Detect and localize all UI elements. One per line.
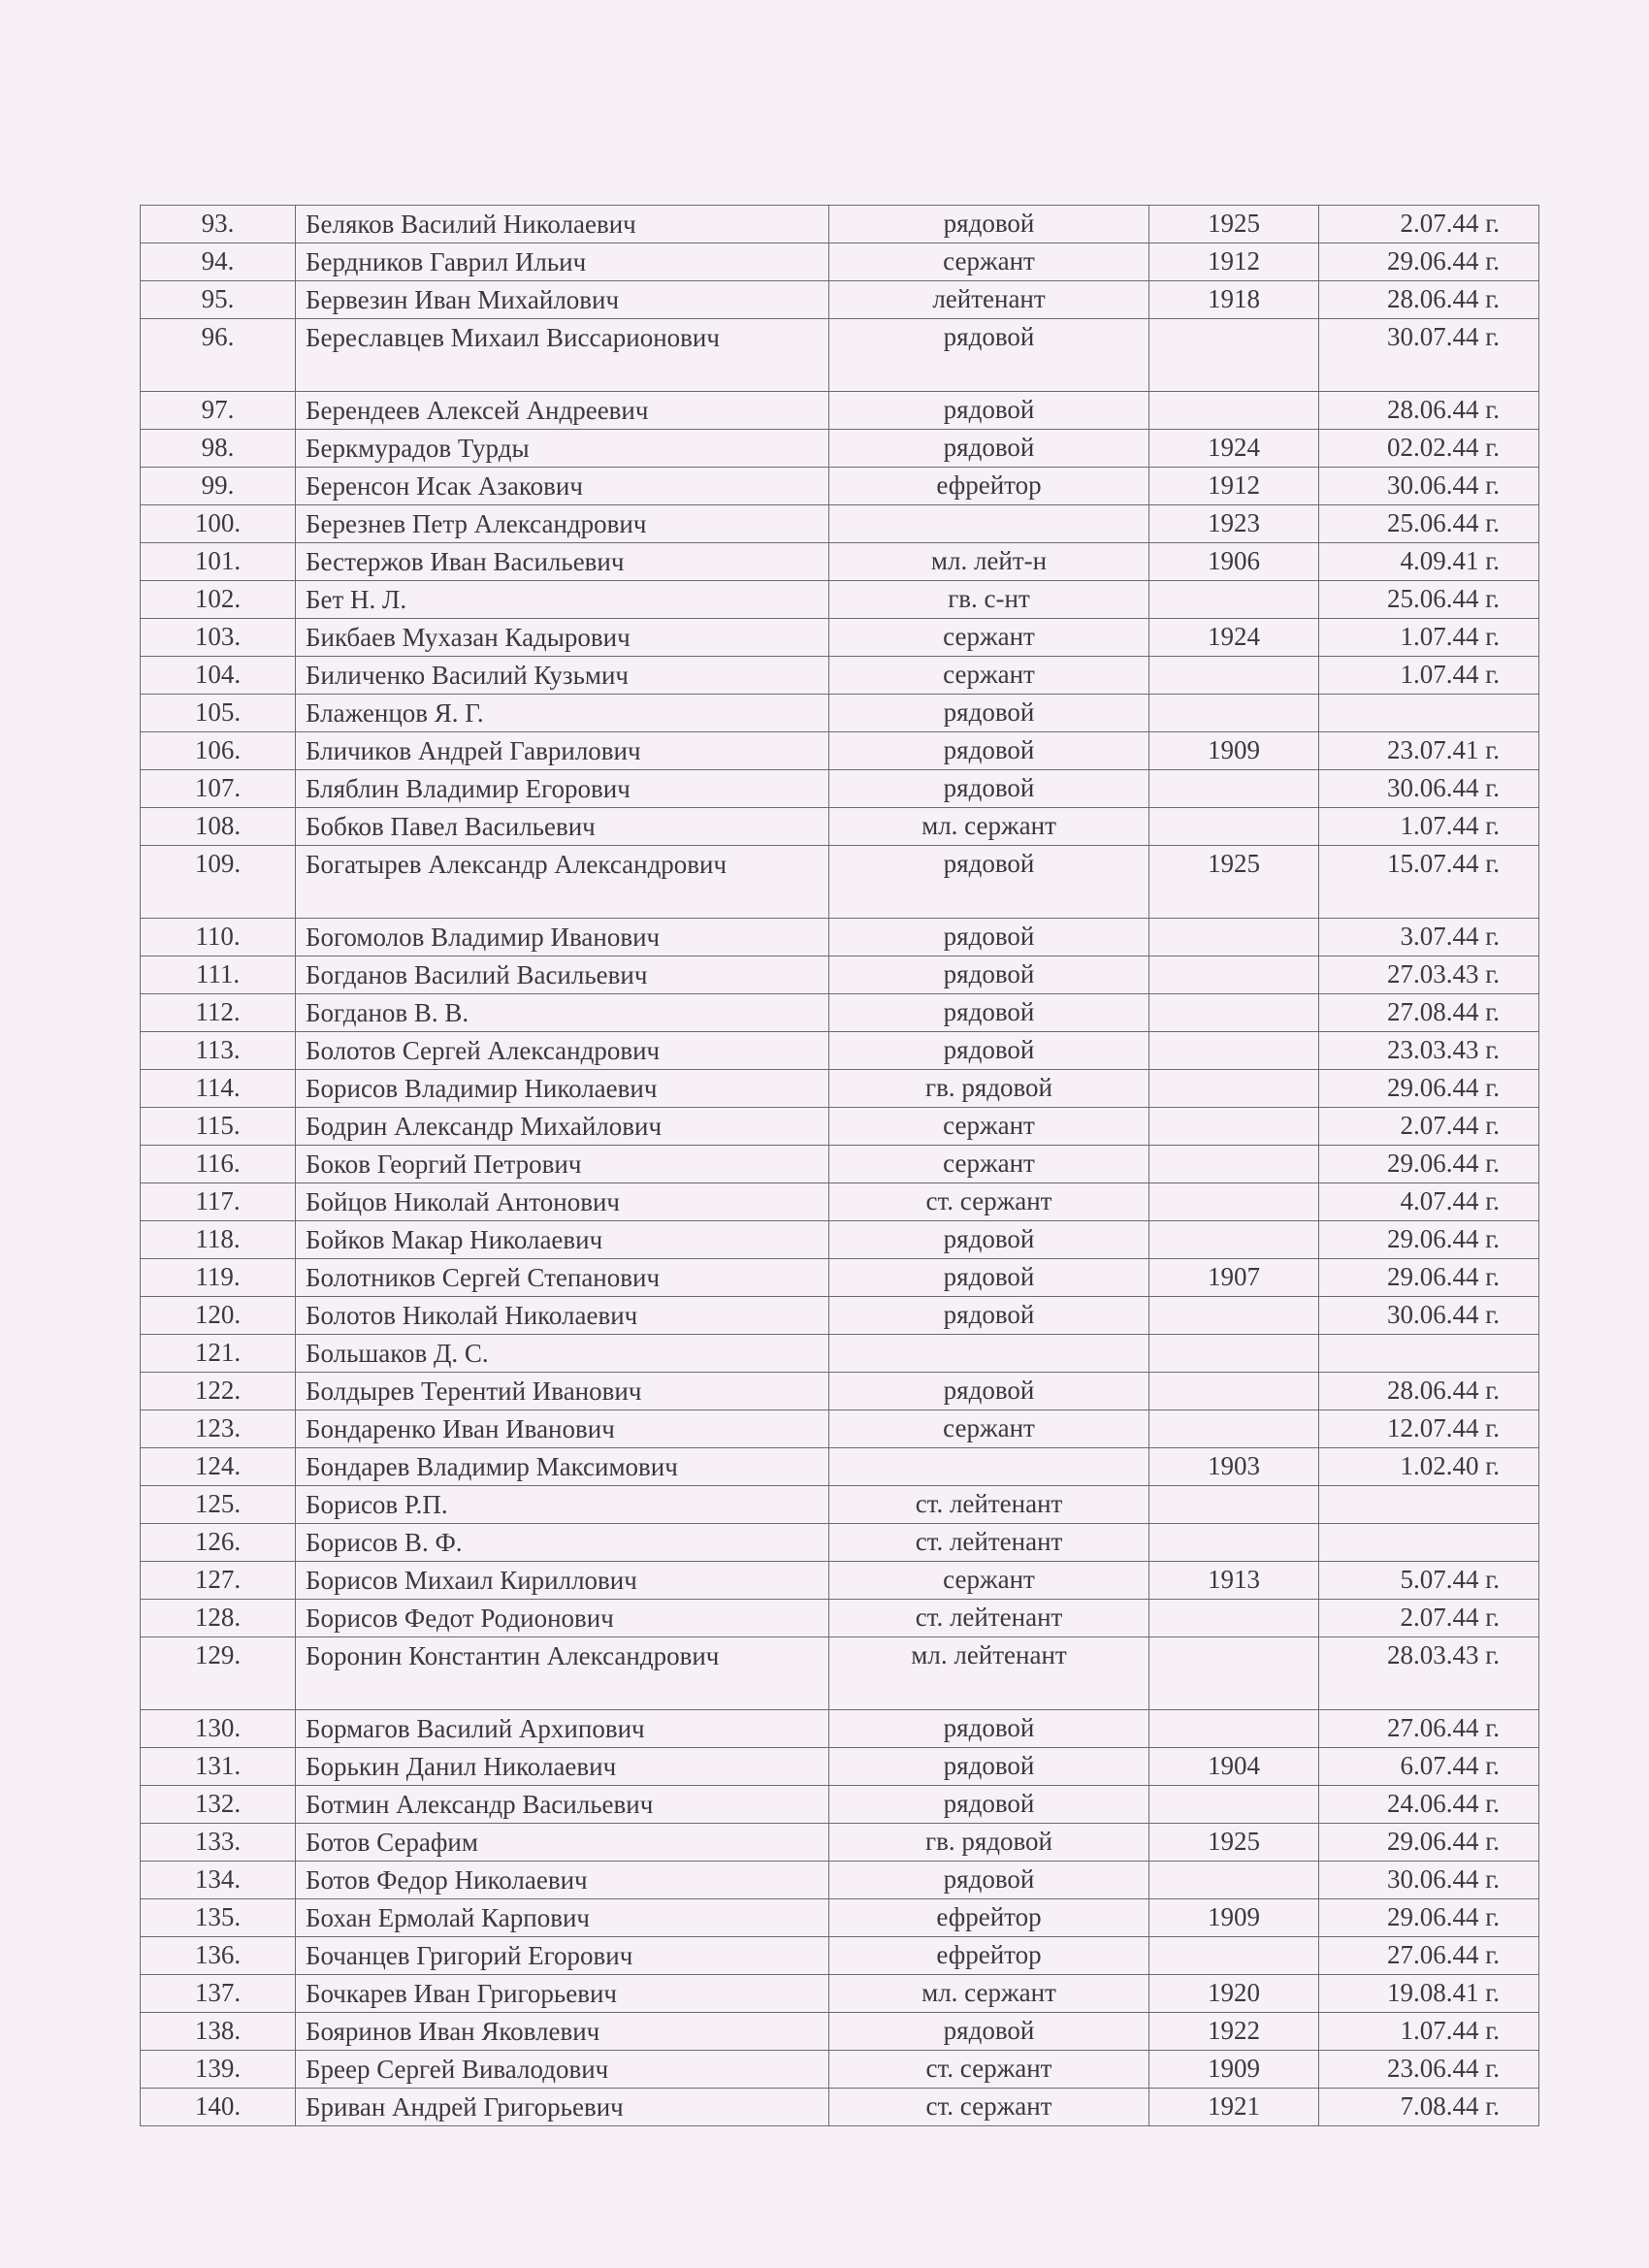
table-row: [141, 1748, 1539, 1786]
military-rank-cell: гв. рядовой: [829, 1070, 1149, 1108]
row-number-cell: 136.: [141, 1937, 296, 1975]
full-name-cell: Бреер Сергей Вивалодович: [296, 2051, 829, 2089]
table-row: [141, 243, 1539, 281]
roster-table: [140, 205, 1539, 2126]
row-number-cell: 126.: [141, 1524, 296, 1562]
table-row: [141, 319, 1539, 392]
birth-year-cell: [1149, 392, 1319, 430]
row-number-cell: 98.: [141, 430, 296, 468]
date-cell: 1.07.44 г.: [1319, 619, 1539, 657]
military-rank-cell: рядовой: [829, 2013, 1149, 2051]
birth-year-cell: [1149, 1937, 1319, 1975]
table-row: [141, 505, 1539, 543]
row-number-cell: 111.: [141, 956, 296, 994]
table-row: [141, 1562, 1539, 1600]
full-name-cell: Борисов Владимир Николаевич: [296, 1070, 829, 1108]
birth-year-cell: 1907: [1149, 1259, 1319, 1297]
birth-year-cell: 1924: [1149, 430, 1319, 468]
table-row: [141, 1297, 1539, 1335]
birth-year-cell: [1149, 1486, 1319, 1524]
row-number-cell: 130.: [141, 1710, 296, 1748]
military-rank-cell: ст. сержант: [829, 1183, 1149, 1221]
table-row: [141, 1448, 1539, 1486]
military-rank-cell: рядовой: [829, 994, 1149, 1032]
birth-year-cell: [1149, 919, 1319, 956]
military-rank-cell: мл. лейт-н: [829, 543, 1149, 581]
full-name-cell: Бобков Павел Васильевич: [296, 808, 829, 846]
date-cell: [1319, 1486, 1539, 1524]
birth-year-cell: 1909: [1149, 2051, 1319, 2089]
full-name-cell: Бондаренко Иван Иванович: [296, 1410, 829, 1448]
date-cell: 1.07.44 г.: [1319, 657, 1539, 695]
table-row: [141, 619, 1539, 657]
full-name-cell: Бочкарев Иван Григорьевич: [296, 1975, 829, 2013]
full-name-cell: Болотов Николай Николаевич: [296, 1297, 829, 1335]
row-number-cell: 138.: [141, 2013, 296, 2051]
full-name-cell: Бердников Гаврил Ильич: [296, 243, 829, 281]
full-name-cell: Беляков Василий Николаевич: [296, 206, 829, 243]
row-number-cell: 118.: [141, 1221, 296, 1259]
row-number-cell: 95.: [141, 281, 296, 319]
birth-year-cell: 1909: [1149, 732, 1319, 770]
table-row: [141, 1486, 1539, 1524]
row-number-cell: 104.: [141, 657, 296, 695]
table-row: [141, 1335, 1539, 1373]
birth-year-cell: 1924: [1149, 619, 1319, 657]
full-name-cell: Беренсон Исак Азакович: [296, 468, 829, 505]
full-name-cell: Береславцев Михаил Виссарионович: [296, 319, 829, 392]
table-row: [141, 956, 1539, 994]
table-row: [141, 1259, 1539, 1297]
military-rank-cell: ефрейтор: [829, 468, 1149, 505]
date-cell: 28.06.44 г.: [1319, 1373, 1539, 1410]
row-number-cell: 134.: [141, 1862, 296, 1899]
row-number-cell: 120.: [141, 1297, 296, 1335]
birth-year-cell: [1149, 1410, 1319, 1448]
date-cell: 29.06.44 г.: [1319, 1146, 1539, 1183]
table-row: [141, 1600, 1539, 1637]
military-rank-cell: сержант: [829, 1108, 1149, 1146]
date-cell: 29.06.44 г.: [1319, 1070, 1539, 1108]
row-number-cell: 119.: [141, 1259, 296, 1297]
military-rank-cell: рядовой: [829, 319, 1149, 392]
birth-year-cell: [1149, 1146, 1319, 1183]
full-name-cell: Бормагов Василий Архипович: [296, 1710, 829, 1748]
table-row: [141, 543, 1539, 581]
row-number-cell: 103.: [141, 619, 296, 657]
row-number-cell: 121.: [141, 1335, 296, 1373]
military-rank-cell: рядовой: [829, 846, 1149, 919]
birth-year-cell: [1149, 956, 1319, 994]
full-name-cell: Богданов В. В.: [296, 994, 829, 1032]
full-name-cell: Ботов Серафим: [296, 1824, 829, 1862]
date-cell: 23.06.44 г.: [1319, 2051, 1539, 2089]
full-name-cell: Бондарев Владимир Максимович: [296, 1448, 829, 1486]
date-cell: 28.06.44 г.: [1319, 281, 1539, 319]
table-row: [141, 1824, 1539, 1862]
table-row: [141, 1975, 1539, 2013]
military-rank-cell: мл. сержант: [829, 808, 1149, 846]
birth-year-cell: 1923: [1149, 505, 1319, 543]
military-rank-cell: лейтенант: [829, 281, 1149, 319]
date-cell: 23.07.41 г.: [1319, 732, 1539, 770]
birth-year-cell: 1912: [1149, 468, 1319, 505]
row-number-cell: 114.: [141, 1070, 296, 1108]
full-name-cell: Бляблин Владимир Егорович: [296, 770, 829, 808]
table-row: [141, 1524, 1539, 1562]
military-rank-cell: ефрейтор: [829, 1899, 1149, 1937]
birth-year-cell: [1149, 1373, 1319, 1410]
military-rank-cell: сержант: [829, 1410, 1149, 1448]
military-rank-cell: [829, 1448, 1149, 1486]
full-name-cell: Бодрин Александр Михайлович: [296, 1108, 829, 1146]
birth-year-cell: [1149, 1032, 1319, 1070]
row-number-cell: 94.: [141, 243, 296, 281]
row-number-cell: 116.: [141, 1146, 296, 1183]
date-cell: 29.06.44 г.: [1319, 1899, 1539, 1937]
full-name-cell: Богатырев Александр Александрович: [296, 846, 829, 919]
row-number-cell: 125.: [141, 1486, 296, 1524]
military-rank-cell: рядовой: [829, 1710, 1149, 1748]
birth-year-cell: 1906: [1149, 543, 1319, 581]
military-rank-cell: рядовой: [829, 770, 1149, 808]
military-rank-cell: ефрейтор: [829, 1937, 1149, 1975]
row-number-cell: 115.: [141, 1108, 296, 1146]
military-rank-cell: рядовой: [829, 1748, 1149, 1786]
birth-year-cell: [1149, 1862, 1319, 1899]
row-number-cell: 107.: [141, 770, 296, 808]
date-cell: 1.07.44 г.: [1319, 808, 1539, 846]
birth-year-cell: [1149, 1183, 1319, 1221]
birth-year-cell: [1149, 657, 1319, 695]
full-name-cell: Беркмурадов Турды: [296, 430, 829, 468]
birth-year-cell: 1925: [1149, 206, 1319, 243]
table-row: [141, 581, 1539, 619]
birth-year-cell: 1903: [1149, 1448, 1319, 1486]
military-rank-cell: рядовой: [829, 430, 1149, 468]
table-row: [141, 2051, 1539, 2089]
table-row: [141, 1373, 1539, 1410]
row-number-cell: 96.: [141, 319, 296, 392]
military-rank-cell: ст. сержант: [829, 2089, 1149, 2126]
full-name-cell: Борисов В. Ф.: [296, 1524, 829, 1562]
table-row: [141, 468, 1539, 505]
birth-year-cell: [1149, 1786, 1319, 1824]
military-rank-cell: рядовой: [829, 695, 1149, 732]
full-name-cell: Бойцов Николай Антонович: [296, 1183, 829, 1221]
birth-year-cell: [1149, 1335, 1319, 1373]
row-number-cell: 105.: [141, 695, 296, 732]
birth-year-cell: 1913: [1149, 1562, 1319, 1600]
birth-year-cell: [1149, 581, 1319, 619]
military-rank-cell: рядовой: [829, 1862, 1149, 1899]
row-number-cell: 132.: [141, 1786, 296, 1824]
birth-year-cell: [1149, 1070, 1319, 1108]
date-cell: 2.07.44 г.: [1319, 1108, 1539, 1146]
date-cell: 27.08.44 г.: [1319, 994, 1539, 1032]
military-rank-cell: мл. лейтенант: [829, 1637, 1149, 1710]
row-number-cell: 133.: [141, 1824, 296, 1862]
row-number-cell: 123.: [141, 1410, 296, 1448]
row-number-cell: 122.: [141, 1373, 296, 1410]
row-number-cell: 101.: [141, 543, 296, 581]
birth-year-cell: [1149, 1221, 1319, 1259]
table-row: [141, 1183, 1539, 1221]
date-cell: 30.06.44 г.: [1319, 770, 1539, 808]
full-name-cell: Боков Георгий Петрович: [296, 1146, 829, 1183]
full-name-cell: Бет Н. Л.: [296, 581, 829, 619]
date-cell: 27.03.43 г.: [1319, 956, 1539, 994]
date-cell: 29.06.44 г.: [1319, 1824, 1539, 1862]
date-cell: 12.07.44 г.: [1319, 1410, 1539, 1448]
date-cell: 6.07.44 г.: [1319, 1748, 1539, 1786]
table-row: [141, 2089, 1539, 2126]
birth-year-cell: 1920: [1149, 1975, 1319, 2013]
military-rank-cell: сержант: [829, 243, 1149, 281]
full-name-cell: Борькин Данил Николаевич: [296, 1748, 829, 1786]
birth-year-cell: [1149, 994, 1319, 1032]
birth-year-cell: [1149, 1637, 1319, 1710]
full-name-cell: Боронин Константин Александрович: [296, 1637, 829, 1710]
full-name-cell: Бойков Макар Николаевич: [296, 1221, 829, 1259]
birth-year-cell: 1921: [1149, 2089, 1319, 2126]
date-cell: 29.06.44 г.: [1319, 243, 1539, 281]
birth-year-cell: 1912: [1149, 243, 1319, 281]
full-name-cell: Блаженцов Я. Г.: [296, 695, 829, 732]
birth-year-cell: 1925: [1149, 846, 1319, 919]
table-row: [141, 1637, 1539, 1710]
military-rank-cell: рядовой: [829, 1259, 1149, 1297]
table-row: [141, 392, 1539, 430]
date-cell: 25.06.44 г.: [1319, 505, 1539, 543]
full-name-cell: Богданов Василий Васильевич: [296, 956, 829, 994]
full-name-cell: Бикбаев Мухазан Кадырович: [296, 619, 829, 657]
table-row: [141, 1146, 1539, 1183]
table-row: [141, 1710, 1539, 1748]
date-cell: 02.02.44 г.: [1319, 430, 1539, 468]
birth-year-cell: [1149, 695, 1319, 732]
birth-year-cell: [1149, 808, 1319, 846]
date-cell: 27.06.44 г.: [1319, 1710, 1539, 1748]
table-row: [141, 695, 1539, 732]
birth-year-cell: [1149, 1600, 1319, 1637]
date-cell: 2.07.44 г.: [1319, 206, 1539, 243]
full-name-cell: Борисов Федот Родионович: [296, 1600, 829, 1637]
date-cell: 19.08.41 г.: [1319, 1975, 1539, 2013]
table-row: [141, 1410, 1539, 1448]
military-rank-cell: рядовой: [829, 1373, 1149, 1410]
date-cell: 30.07.44 г.: [1319, 319, 1539, 392]
birth-year-cell: 1904: [1149, 1748, 1319, 1786]
table-row: [141, 1899, 1539, 1937]
table-row: [141, 994, 1539, 1032]
full-name-cell: Бестержов Иван Васильевич: [296, 543, 829, 581]
table-row: [141, 657, 1539, 695]
date-cell: 30.06.44 г.: [1319, 468, 1539, 505]
date-cell: 29.06.44 г.: [1319, 1259, 1539, 1297]
military-rank-cell: ст. лейтенант: [829, 1524, 1149, 1562]
row-number-cell: 117.: [141, 1183, 296, 1221]
birth-year-cell: [1149, 319, 1319, 392]
date-cell: 2.07.44 г.: [1319, 1600, 1539, 1637]
date-cell: 1.07.44 г.: [1319, 2013, 1539, 2051]
birth-year-cell: [1149, 1710, 1319, 1748]
military-rank-cell: рядовой: [829, 1221, 1149, 1259]
date-cell: 29.06.44 г.: [1319, 1221, 1539, 1259]
row-number-cell: 112.: [141, 994, 296, 1032]
table-row: [141, 1862, 1539, 1899]
date-cell: [1319, 1524, 1539, 1562]
table-row: [141, 732, 1539, 770]
table-row: [141, 206, 1539, 243]
row-number-cell: 106.: [141, 732, 296, 770]
military-rank-cell: мл. сержант: [829, 1975, 1149, 2013]
date-cell: 25.06.44 г.: [1319, 581, 1539, 619]
table-row: [141, 770, 1539, 808]
row-number-cell: 100.: [141, 505, 296, 543]
birth-year-cell: [1149, 1524, 1319, 1562]
full-name-cell: Бохан Ермолай Карпович: [296, 1899, 829, 1937]
military-rank-cell: сержант: [829, 1562, 1149, 1600]
table-row: [141, 2013, 1539, 2051]
row-number-cell: 110.: [141, 919, 296, 956]
table-row: [141, 281, 1539, 319]
date-cell: 28.06.44 г.: [1319, 392, 1539, 430]
military-rank-cell: сержант: [829, 1146, 1149, 1183]
full-name-cell: Большаков Д. С.: [296, 1335, 829, 1373]
full-name-cell: Борисов Р.П.: [296, 1486, 829, 1524]
row-number-cell: 139.: [141, 2051, 296, 2089]
military-rank-cell: рядовой: [829, 956, 1149, 994]
full-name-cell: Борисов Михаил Кириллович: [296, 1562, 829, 1600]
date-cell: 1.02.40 г.: [1319, 1448, 1539, 1486]
date-cell: 27.06.44 г.: [1319, 1937, 1539, 1975]
table-row: [141, 1937, 1539, 1975]
full-name-cell: Бриван Андрей Григорьевич: [296, 2089, 829, 2126]
birth-year-cell: 1922: [1149, 2013, 1319, 2051]
row-number-cell: 127.: [141, 1562, 296, 1600]
military-rank-cell: рядовой: [829, 1786, 1149, 1824]
table-row: [141, 1108, 1539, 1146]
date-cell: [1319, 695, 1539, 732]
row-number-cell: 97.: [141, 392, 296, 430]
roster-body: [141, 206, 1539, 2126]
birth-year-cell: [1149, 1297, 1319, 1335]
date-cell: 30.06.44 г.: [1319, 1862, 1539, 1899]
table-row: [141, 1786, 1539, 1824]
military-rank-cell: [829, 1335, 1149, 1373]
row-number-cell: 102.: [141, 581, 296, 619]
full-name-cell: Болотов Сергей Александрович: [296, 1032, 829, 1070]
row-number-cell: 109.: [141, 846, 296, 919]
full-name-cell: Болдырев Терентий Иванович: [296, 1373, 829, 1410]
row-number-cell: 108.: [141, 808, 296, 846]
full-name-cell: Богомолов Владимир Иванович: [296, 919, 829, 956]
row-number-cell: 99.: [141, 468, 296, 505]
date-cell: 15.07.44 г.: [1319, 846, 1539, 919]
table-row: [141, 1032, 1539, 1070]
full-name-cell: Бочанцев Григорий Егорович: [296, 1937, 829, 1975]
military-rank-cell: ст. сержант: [829, 2051, 1149, 2089]
date-cell: 4.07.44 г.: [1319, 1183, 1539, 1221]
birth-year-cell: 1918: [1149, 281, 1319, 319]
military-rank-cell: сержант: [829, 619, 1149, 657]
table-row: [141, 919, 1539, 956]
table-row: [141, 1221, 1539, 1259]
row-number-cell: 129.: [141, 1637, 296, 1710]
full-name-cell: Биличенко Василий Кузьмич: [296, 657, 829, 695]
date-cell: 23.03.43 г.: [1319, 1032, 1539, 1070]
table-row: [141, 1070, 1539, 1108]
military-rank-cell: ст. лейтенант: [829, 1600, 1149, 1637]
full-name-cell: Бояринов Иван Яковлевич: [296, 2013, 829, 2051]
row-number-cell: 93.: [141, 206, 296, 243]
table-row: [141, 430, 1539, 468]
military-rank-cell: сержант: [829, 657, 1149, 695]
military-rank-cell: рядовой: [829, 206, 1149, 243]
birth-year-cell: 1925: [1149, 1824, 1319, 1862]
military-rank-cell: рядовой: [829, 1297, 1149, 1335]
row-number-cell: 135.: [141, 1899, 296, 1937]
row-number-cell: 140.: [141, 2089, 296, 2126]
military-rank-cell: гв. с-нт: [829, 581, 1149, 619]
row-number-cell: 113.: [141, 1032, 296, 1070]
date-cell: 7.08.44 г.: [1319, 2089, 1539, 2126]
full-name-cell: Бервезин Иван Михайлович: [296, 281, 829, 319]
military-rank-cell: рядовой: [829, 919, 1149, 956]
birth-year-cell: [1149, 770, 1319, 808]
full-name-cell: Ботмин Александр Васильевич: [296, 1786, 829, 1824]
date-cell: 4.09.41 г.: [1319, 543, 1539, 581]
date-cell: 30.06.44 г.: [1319, 1297, 1539, 1335]
row-number-cell: 131.: [141, 1748, 296, 1786]
full-name-cell: Бличиков Андрей Гаврилович: [296, 732, 829, 770]
table-row: [141, 846, 1539, 919]
date-cell: 24.06.44 г.: [1319, 1786, 1539, 1824]
military-rank-cell: [829, 505, 1149, 543]
military-rank-cell: гв. рядовой: [829, 1824, 1149, 1862]
date-cell: 3.07.44 г.: [1319, 919, 1539, 956]
row-number-cell: 137.: [141, 1975, 296, 2013]
date-cell: 28.03.43 г.: [1319, 1637, 1539, 1710]
row-number-cell: 128.: [141, 1600, 296, 1637]
table-row: [141, 808, 1539, 846]
full-name-cell: Ботов Федор Николаевич: [296, 1862, 829, 1899]
full-name-cell: Березнев Петр Александрович: [296, 505, 829, 543]
birth-year-cell: 1909: [1149, 1899, 1319, 1937]
military-rank-cell: рядовой: [829, 392, 1149, 430]
military-rank-cell: ст. лейтенант: [829, 1486, 1149, 1524]
full-name-cell: Болотников Сергей Степанович: [296, 1259, 829, 1297]
birth-year-cell: [1149, 1108, 1319, 1146]
military-rank-cell: рядовой: [829, 1032, 1149, 1070]
row-number-cell: 124.: [141, 1448, 296, 1486]
military-rank-cell: рядовой: [829, 732, 1149, 770]
date-cell: [1319, 1335, 1539, 1373]
full-name-cell: Берендеев Алексей Андреевич: [296, 392, 829, 430]
date-cell: 5.07.44 г.: [1319, 1562, 1539, 1600]
